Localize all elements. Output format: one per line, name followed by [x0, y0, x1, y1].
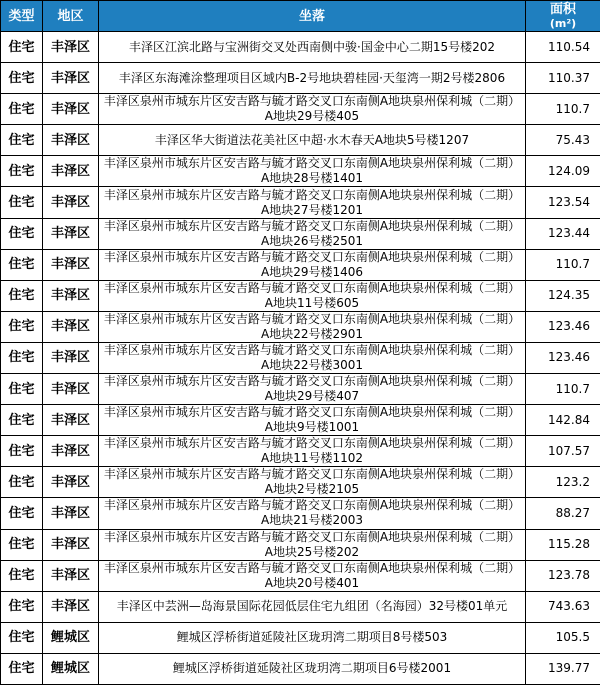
- table-row: [1, 653, 600, 684]
- cell-type: 住宅: [1, 249, 43, 280]
- cell-area: 139.77: [526, 653, 600, 684]
- cell-area: 142.84: [526, 405, 600, 436]
- table-row: [1, 374, 600, 405]
- cell-district: 丰泽区: [43, 374, 99, 405]
- table-row: [1, 94, 600, 125]
- cell-type: 住宅: [1, 405, 43, 436]
- cell-type: 住宅: [1, 311, 43, 342]
- cell-type: 住宅: [1, 32, 43, 63]
- cell-district: 丰泽区: [43, 280, 99, 311]
- table-row: [1, 622, 600, 653]
- table-row: [1, 249, 600, 280]
- cell-type: 住宅: [1, 374, 43, 405]
- table-row: [1, 156, 600, 187]
- cell-district: 丰泽区: [43, 436, 99, 467]
- cell-area: 123.78: [526, 560, 600, 591]
- cell-type: 住宅: [1, 467, 43, 498]
- cell-address: 丰泽区泉州市城东片区安吉路与毓才路交叉口东南侧A地块泉州保利城（二期）A地块29号楼1406: [99, 249, 526, 280]
- cell-area: 107.57: [526, 436, 600, 467]
- cell-address: 丰泽区泉州市城东片区安吉路与毓才路交叉口东南侧A地块泉州保利城（二期）A地块20号楼401: [99, 560, 526, 591]
- cell-address: 丰泽区泉州市城东片区安吉路与毓才路交叉口东南侧A地块泉州保利城（二期）A地块29号楼407: [99, 374, 526, 405]
- header-type: 类型: [1, 1, 43, 32]
- cell-area: 75.43: [526, 125, 600, 156]
- cell-address: 丰泽区泉州市城东片区安吉路与毓才路交叉口东南侧A地块泉州保利城（二期）A地块28号楼1401: [99, 156, 526, 187]
- header-row: [1, 1, 600, 32]
- table-row: [1, 342, 600, 373]
- table-row: [1, 560, 600, 591]
- cell-district: 丰泽区: [43, 63, 99, 94]
- cell-district: 丰泽区: [43, 156, 99, 187]
- cell-type: 住宅: [1, 498, 43, 529]
- cell-type: 住宅: [1, 529, 43, 560]
- cell-address: 丰泽区泉州市城东片区安吉路与毓才路交叉口东南侧A地块泉州保利城（二期）A地块27号楼1201: [99, 187, 526, 218]
- table-row: [1, 218, 600, 249]
- cell-address: 丰泽区华大街道法花美社区中超·水木春天A地块5号楼1207: [99, 125, 526, 156]
- cell-area: 743.63: [526, 591, 600, 622]
- cell-address: 丰泽区泉州市城东片区安吉路与毓才路交叉口东南侧A地块泉州保利城（二期）A地块22号楼3001: [99, 342, 526, 373]
- cell-address: 丰泽区泉州市城东片区安吉路与毓才路交叉口东南侧A地块泉州保利城（二期）A地块25号楼202: [99, 529, 526, 560]
- cell-district: 丰泽区: [43, 187, 99, 218]
- table-row: [1, 32, 600, 63]
- cell-type: 住宅: [1, 591, 43, 622]
- cell-district: 丰泽区: [43, 32, 99, 63]
- cell-district: 丰泽区: [43, 249, 99, 280]
- header-district: 地区: [43, 1, 99, 32]
- table-row: [1, 125, 600, 156]
- table-row: [1, 529, 600, 560]
- header-area: [526, 1, 600, 32]
- cell-area: 123.46: [526, 311, 600, 342]
- cell-district: 鲤城区: [43, 653, 99, 684]
- cell-area: 110.7: [526, 374, 600, 405]
- cell-type: 住宅: [1, 436, 43, 467]
- cell-area: 110.37: [526, 63, 600, 94]
- cell-area: 110.7: [526, 94, 600, 125]
- cell-type: 住宅: [1, 125, 43, 156]
- cell-type: 住宅: [1, 560, 43, 591]
- cell-district: 丰泽区: [43, 467, 99, 498]
- cell-district: 丰泽区: [43, 560, 99, 591]
- cell-area: 124.35: [526, 280, 600, 311]
- cell-area: 115.28: [526, 529, 600, 560]
- header-area-unit: (m²): [549, 17, 577, 30]
- cell-type: 住宅: [1, 218, 43, 249]
- cell-type: 住宅: [1, 342, 43, 373]
- cell-address: 丰泽区泉州市城东片区安吉路与毓才路交叉口东南侧A地块泉州保利城（二期）A地块22号楼2901: [99, 311, 526, 342]
- cell-type: 住宅: [1, 94, 43, 125]
- cell-address: 丰泽区泉州市城东片区安吉路与毓才路交叉口东南侧A地块泉州保利城（二期）A地块29号楼405: [99, 94, 526, 125]
- table-row: [1, 405, 600, 436]
- cell-district: 鲤城区: [43, 622, 99, 653]
- cell-district: 丰泽区: [43, 342, 99, 373]
- table-row: [1, 187, 600, 218]
- cell-area: 123.54: [526, 187, 600, 218]
- cell-area: 123.2: [526, 467, 600, 498]
- cell-type: 住宅: [1, 156, 43, 187]
- cell-district: 丰泽区: [43, 218, 99, 249]
- cell-address: 丰泽区泉州市城东片区安吉路与毓才路交叉口东南侧A地块泉州保利城（二期）A地块2号楼2105: [99, 467, 526, 498]
- cell-area: 124.09: [526, 156, 600, 187]
- cell-address: 鲤城区浮桥街道延陵社区珑玥湾二期项目8号楼503: [99, 622, 526, 653]
- cell-address: 丰泽区泉州市城东片区安吉路与毓才路交叉口东南侧A地块泉州保利城（二期）A地块11号楼1102: [99, 436, 526, 467]
- cell-district: 丰泽区: [43, 498, 99, 529]
- header-address: 坐落: [99, 1, 526, 32]
- cell-area: 123.44: [526, 218, 600, 249]
- cell-address: 丰泽区泉州市城东片区安吉路与毓才路交叉口东南侧A地块泉州保利城（二期）A地块9号楼1001: [99, 405, 526, 436]
- table-row: [1, 311, 600, 342]
- cell-type: 住宅: [1, 622, 43, 653]
- cell-area: 110.54: [526, 32, 600, 63]
- cell-type: 住宅: [1, 63, 43, 94]
- cell-address: 丰泽区江滨北路与宝洲街交叉处西南侧中骏·国金中心二期15号楼202: [99, 32, 526, 63]
- cell-address: 丰泽区东海滩涂整理项目区域内B-2号地块碧桂园·天玺湾一期2号楼2806: [99, 63, 526, 94]
- table-row: [1, 280, 600, 311]
- cell-district: 丰泽区: [43, 405, 99, 436]
- table-row: [1, 498, 600, 529]
- cell-address: 丰泽区泉州市城东片区安吉路与毓才路交叉口东南侧A地块泉州保利城（二期）A地块11号楼605: [99, 280, 526, 311]
- table-row: [1, 436, 600, 467]
- cell-area: 123.46: [526, 342, 600, 373]
- table-row: [1, 591, 600, 622]
- cell-district: 丰泽区: [43, 94, 99, 125]
- cell-area: 88.27: [526, 498, 600, 529]
- cell-district: 丰泽区: [43, 125, 99, 156]
- cell-type: 住宅: [1, 280, 43, 311]
- cell-district: 丰泽区: [43, 311, 99, 342]
- table-row: [1, 467, 600, 498]
- cell-area: 110.7: [526, 249, 600, 280]
- cell-type: 住宅: [1, 653, 43, 684]
- cell-address: 丰泽区中芸洲—岛海景国际花园低层住宅九组团（名海园）32号楼01单元: [99, 591, 526, 622]
- cell-address: 丰泽区泉州市城东片区安吉路与毓才路交叉口东南侧A地块泉州保利城（二期）A地块26号楼2501: [99, 218, 526, 249]
- header-area-label: 面积: [549, 2, 576, 17]
- table-row: [1, 63, 600, 94]
- cell-type: 住宅: [1, 187, 43, 218]
- cell-district: 丰泽区: [43, 591, 99, 622]
- cell-district: 丰泽区: [43, 529, 99, 560]
- cell-area: 105.5: [526, 622, 600, 653]
- cell-address: 丰泽区泉州市城东片区安吉路与毓才路交叉口东南侧A地块泉州保利城（二期）A地块21号楼2003: [99, 498, 526, 529]
- cell-address: 鲤城区浮桥街道延陵社区珑玥湾二期项目6号楼2001: [99, 653, 526, 684]
